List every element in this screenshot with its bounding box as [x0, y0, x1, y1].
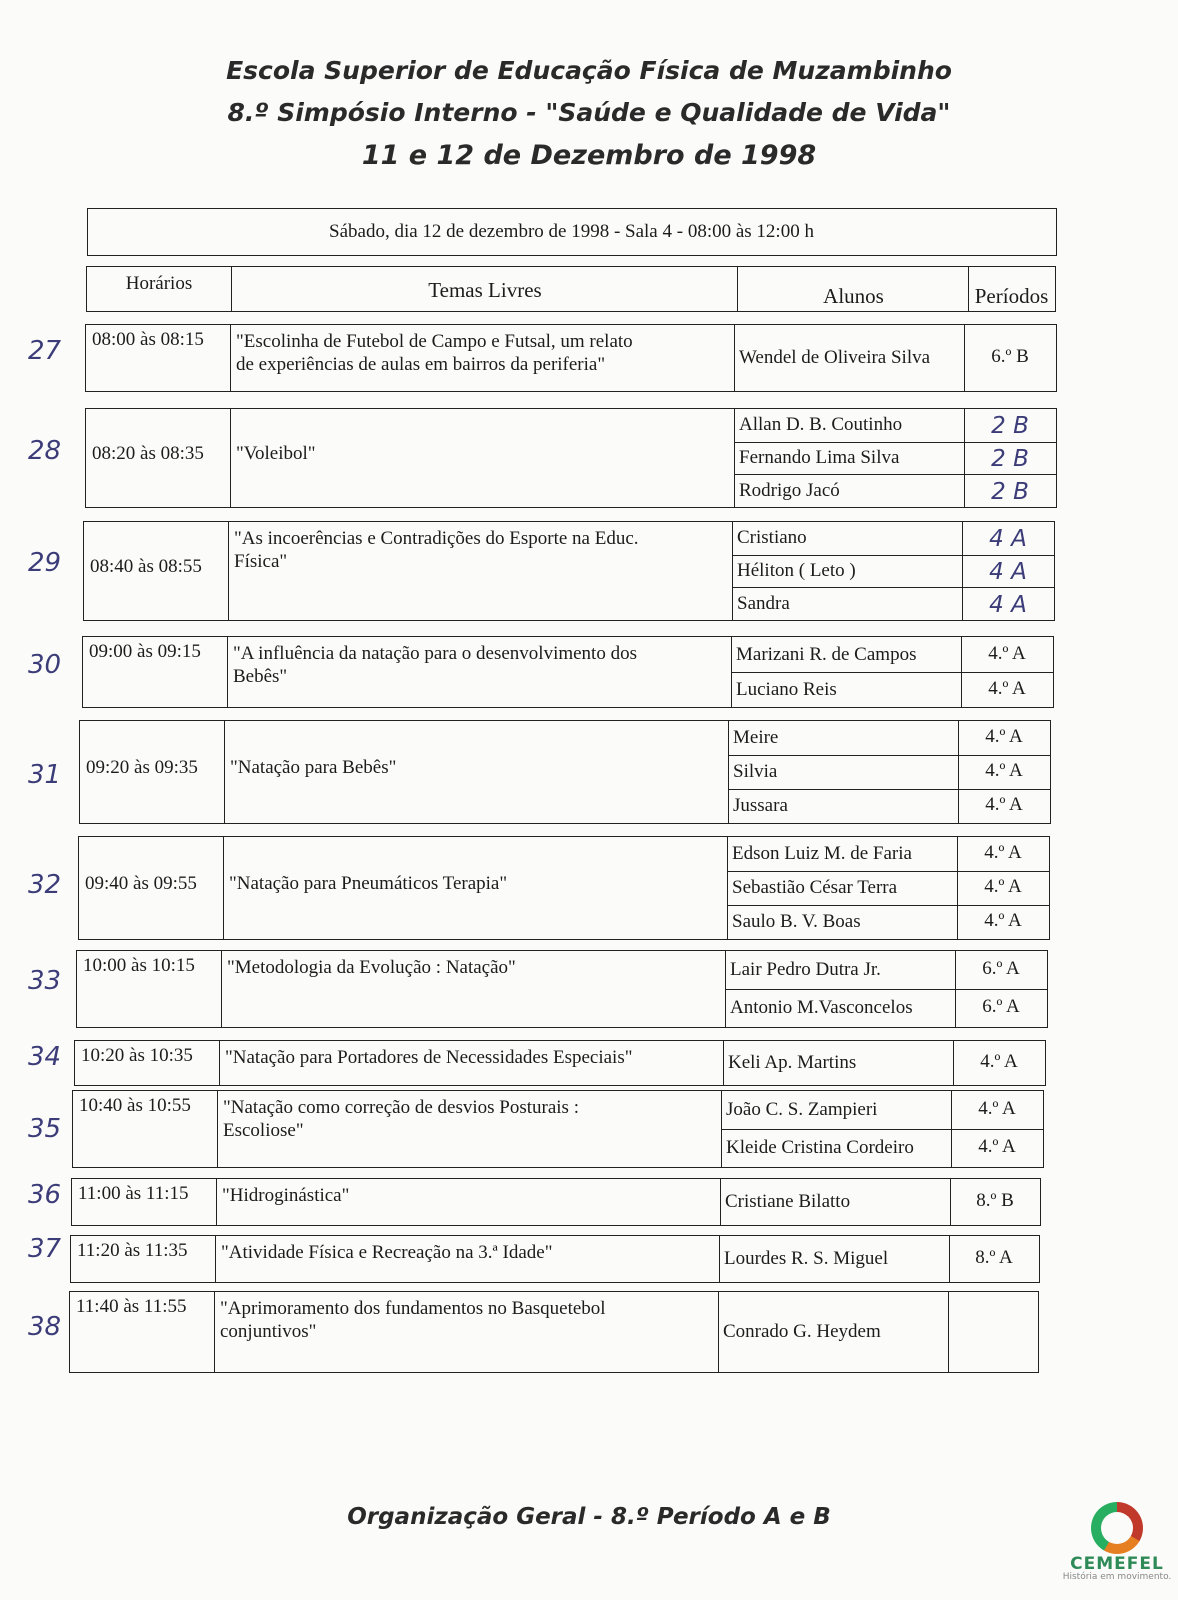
- session-box: [87, 208, 1057, 256]
- schedule-row: [85, 408, 1057, 508]
- theme-column-divider: [728, 721, 729, 823]
- period-value: 6.º A: [982, 958, 1020, 979]
- theme-text: "Atividade Física e Recreação na 3.ª Idade": [221, 1242, 553, 1263]
- row-number-annotation: 32: [28, 870, 62, 900]
- student-name: Kleide Cristina Cordeiro: [726, 1137, 914, 1158]
- period-value: 6.º B: [991, 346, 1029, 367]
- period-value: 2 B: [991, 446, 1029, 472]
- row-number-annotation: 35: [28, 1114, 62, 1144]
- session-text: Sábado, dia 12 de dezembro de 1998 - Sala 4 - 08:00 às 12:00 h: [329, 221, 814, 242]
- theme-column-divider: [734, 409, 735, 507]
- student-name: Conrado G. Heydem: [723, 1321, 881, 1342]
- time-column-divider: [215, 1236, 216, 1282]
- student-divider: [731, 672, 1053, 673]
- schedule-row: [79, 720, 1051, 824]
- header-institution: Escola Superior de Educação Física de Muzambinho: [226, 56, 952, 85]
- period-value: 4.º A: [988, 678, 1026, 699]
- student-name: Luciano Reis: [736, 679, 837, 700]
- period-value: 8.º B: [976, 1190, 1014, 1211]
- student-name: Antonio M.Vasconcelos: [730, 997, 913, 1018]
- theme-text: "Natação para Bebês": [230, 757, 397, 778]
- student-divider: [721, 1129, 1043, 1130]
- theme-column-divider: [719, 1236, 720, 1282]
- period-value: 4.º A: [985, 726, 1023, 747]
- student-name: Meire: [733, 727, 779, 748]
- time-column-divider: [216, 1179, 217, 1225]
- period-value: 4.º A: [985, 760, 1023, 781]
- theme-text: "As incoerências e Contradições do Esporte na Educ.: [234, 528, 639, 549]
- period-value: 6.º A: [982, 996, 1020, 1017]
- theme-text: "Natação para Pneumáticos Terapia": [229, 873, 508, 894]
- period-value: 4.º A: [980, 1051, 1018, 1072]
- col-temas: Temas Livres: [428, 278, 542, 302]
- students-column-divider: [948, 1292, 949, 1372]
- logo-tagline: História em movimento.: [1062, 1572, 1172, 1582]
- time-slot: 09:20 às 09:35: [86, 757, 198, 778]
- student-name: Silvia: [733, 761, 778, 782]
- header-symposium: 8.º Simpósio Interno - "Saúde e Qualidade de Vida": [227, 98, 951, 127]
- student-divider: [732, 587, 1054, 588]
- theme-text: "Escolinha de Futebol de Campo e Futsal, um relato: [236, 331, 633, 352]
- schedule-row: [82, 636, 1054, 708]
- student-name: Héliton ( Leto ): [737, 560, 856, 581]
- student-divider: [732, 555, 1054, 556]
- cemefel-logo: [1062, 1502, 1172, 1582]
- student-name: Sandra: [737, 593, 790, 614]
- period-value: 4.º A: [984, 910, 1022, 931]
- period-value: 4.º A: [978, 1136, 1016, 1157]
- schedule-row: [74, 1040, 1046, 1086]
- row-number-annotation: 33: [28, 966, 62, 996]
- time-slot: 11:20 às 11:35: [77, 1240, 188, 1261]
- student-divider: [725, 989, 1047, 990]
- row-number-annotation: 28: [28, 436, 62, 466]
- student-name: Cristiane Bilatto: [725, 1191, 851, 1212]
- period-value: 4.º A: [984, 876, 1022, 897]
- schedule-row: [78, 836, 1050, 940]
- student-name: Jussara: [733, 795, 788, 816]
- time-slot: 08:20 às 08:35: [92, 443, 204, 464]
- student-name: Sebastião César Terra: [732, 877, 898, 898]
- time-slot: 10:40 às 10:55: [79, 1095, 191, 1116]
- col-alunos: Alunos: [823, 284, 884, 308]
- theme-text: conjuntivos": [220, 1321, 317, 1342]
- period-value: 4.º A: [985, 794, 1023, 815]
- theme-column-divider: [734, 325, 735, 391]
- time-column-divider: [217, 1091, 218, 1167]
- theme-text: Escoliose": [223, 1120, 304, 1141]
- theme-text: "Aprimoramento dos fundamentos no Basquetebol: [220, 1298, 606, 1319]
- theme-text: "Hidroginástica": [222, 1185, 350, 1206]
- time-column-divider: [230, 325, 231, 391]
- theme-text: "Natação para Portadores de Necessidades Especiais": [225, 1047, 633, 1068]
- row-number-annotation: 29: [28, 548, 62, 578]
- row-number-annotation: 27: [28, 336, 62, 366]
- schedule-row: [76, 950, 1048, 1028]
- student-name: Lourdes R. S. Miguel: [724, 1248, 889, 1269]
- time-column-divider: [219, 1041, 220, 1085]
- time-column-divider: [227, 637, 228, 707]
- footer-organization: Organização Geral - 8.º Período A e B: [347, 1504, 831, 1530]
- student-name: Marizani R. de Campos: [736, 644, 917, 665]
- student-name: Fernando Lima Silva: [739, 447, 900, 468]
- row-number-annotation: 30: [28, 650, 62, 680]
- theme-text: "Natação como correção de desvios Posturais :: [223, 1097, 579, 1118]
- student-name: Lair Pedro Dutra Jr.: [730, 959, 881, 980]
- logo-name: CEMEFEL: [1070, 1554, 1164, 1574]
- theme-text: Física": [234, 551, 288, 572]
- period-value: 8.º A: [975, 1247, 1013, 1268]
- period-value: 4.º A: [978, 1098, 1016, 1119]
- period-value: 4 A: [989, 526, 1027, 552]
- student-name: Keli Ap. Martins: [728, 1052, 857, 1073]
- schedule-row: [71, 1178, 1041, 1226]
- logo-icon: [1091, 1502, 1143, 1554]
- schedule-row: [85, 324, 1057, 392]
- time-slot: 10:00 às 10:15: [83, 955, 195, 976]
- period-value: 2 B: [991, 413, 1029, 439]
- row-number-annotation: 36: [28, 1180, 62, 1210]
- period-value: 4.º A: [988, 643, 1026, 664]
- row-number-annotation: 34: [28, 1042, 62, 1072]
- student-name: Rodrigo Jacó: [739, 480, 840, 501]
- theme-column-divider: [732, 522, 733, 620]
- student-name: Allan D. B. Coutinho: [739, 414, 903, 435]
- student-divider: [734, 474, 1056, 475]
- period-value: 2 B: [991, 479, 1029, 505]
- theme-text: "Metodologia da Evolução : Natação": [227, 957, 516, 978]
- row-number-annotation: 37: [28, 1234, 62, 1264]
- time-slot: 11:40 às 11:55: [76, 1296, 187, 1317]
- theme-text: de experiências de aulas em bairros da periferia": [236, 354, 606, 375]
- time-slot: 11:00 às 11:15: [78, 1183, 189, 1204]
- time-slot: 08:00 às 08:15: [92, 329, 204, 350]
- period-value: 4 A: [989, 592, 1027, 618]
- student-divider: [727, 871, 1049, 872]
- theme-text: Bebês": [233, 666, 288, 687]
- student-name: Cristiano: [737, 527, 807, 548]
- time-slot: 10:20 às 10:35: [81, 1045, 193, 1066]
- time-column-divider: [214, 1292, 215, 1372]
- student-divider: [727, 905, 1049, 906]
- row-number-annotation: 31: [28, 760, 62, 790]
- schedule-row: [72, 1090, 1044, 1168]
- student-divider: [728, 755, 1050, 756]
- column-header: [86, 266, 1056, 312]
- schedule-row: [83, 521, 1055, 621]
- time-column-divider: [223, 837, 224, 939]
- student-name: Wendel de Oliveira Silva: [739, 347, 931, 368]
- time-column-divider: [228, 522, 229, 620]
- time-column-divider: [224, 721, 225, 823]
- time-column-divider: [230, 409, 231, 507]
- student-name: João C. S. Zampieri: [726, 1099, 878, 1120]
- period-value: 4 A: [989, 559, 1027, 585]
- student-divider: [734, 442, 1056, 443]
- time-column-divider: [221, 951, 222, 1027]
- header-dates: 11 e 12 de Dezembro de 1998: [361, 140, 817, 171]
- theme-column-divider: [718, 1292, 719, 1372]
- student-name: Edson Luiz M. de Faria: [732, 843, 912, 864]
- schedule-row: [70, 1235, 1040, 1283]
- col-horarios: Horários: [125, 273, 193, 294]
- period-value: 4.º A: [984, 842, 1022, 863]
- theme-column-divider: [727, 837, 728, 939]
- schedule-row: [69, 1291, 1039, 1373]
- time-slot: 09:40 às 09:55: [85, 873, 197, 894]
- theme-column-divider: [723, 1041, 724, 1085]
- row-number-annotation: 38: [28, 1312, 62, 1342]
- student-name: Saulo B. V. Boas: [732, 911, 861, 932]
- time-slot: 08:40 às 08:55: [90, 556, 202, 577]
- theme-text: "Voleibol": [236, 443, 316, 464]
- time-slot: 09:00 às 09:15: [89, 641, 201, 662]
- student-divider: [728, 789, 1050, 790]
- theme-text: "A influência da natação para o desenvolvimento dos: [233, 643, 637, 664]
- theme-column-divider: [720, 1179, 721, 1225]
- col-periodos: Períodos: [974, 284, 1049, 308]
